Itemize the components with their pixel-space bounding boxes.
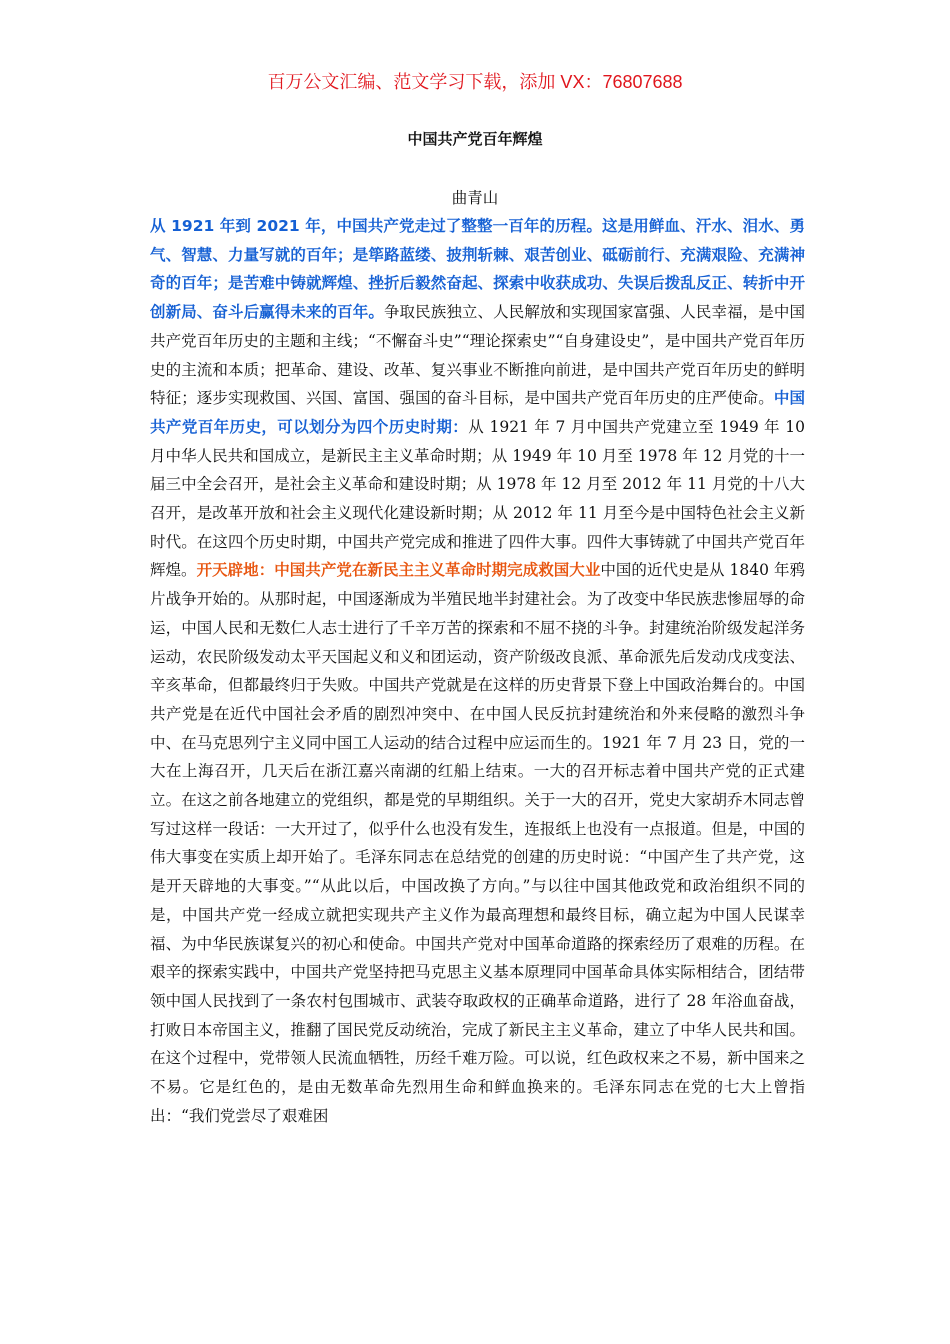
- intro-text: 争取民族独立、人民解放和实现国家富强、人民幸福，是中国共产党百年历史的主题和主线；“不懈奋斗史”“理论探索史”“自身建设史”，是中国共产党百年历史的主流和本质；把革命、建设、改革、复兴事业不断推向前进，是中国共产党百年历史的鲜明特征；逐步实现救国、兴国、富国、强国的奋斗目标，是中国共产党百年历史的庄严使命。: [150, 303, 805, 408]
- header-watermark-text: 百万公文汇编、范文学习下载，添加 VX：76807688: [267, 72, 683, 92]
- document-title: 中国共产党百年辉煌: [407, 130, 543, 148]
- section-heading-highlight: 开天辟地：中国共产党在新民主主义革命时期完成救国大业: [196, 561, 601, 580]
- section-text: 中国的近代史是从 1840 年鸦片战争开始的。从那时起，中国逐渐成为半殖民地半封建社会。为了改变中华民族悲惨屈辱的命运，中国人民和无数仁人志士进行了千辛万苦的探索和不屈不挠的斗争。封建统治阶级发起洋务运动，农民阶级发动太平天国起义和义和团运动，资产阶级改良派、革命派先后发动戊戌变法、辛亥革命，但都最终归于失败。中国共产党就是在这样的历史背景下登上中国政治舞台的。中国共产党是在近代中国社会矛盾的剧烈冲突中、在中国人民反抗封建统治和外来侵略的激烈斗争中、在马克思列宁主义同中国工人运动的结合过程中应运而生的。1921 年 7 月 23 日，党的一大在上海召开，几天后在浙江嘉兴南湖的红船上结束。一大的召开标志着中国共产党的正式建立。在这之前各地建立的党组织，都是党的早期组织。关于一大的召开，党史大家胡乔木同志曾写过这样一段话：一大开过了，似乎什么也没有发生，连报纸上也没有一点报道。但是，中国的伟大事变在实质上却开始了。毛泽东同志在总结党的创建的历史时说：“中国产生了共产党，这是开天辟地的大事变。”“从此以后，中国改换了方向。”与以往中国其他政党和政治组织不同的是，中国共产党一经成立就把实现共产主义作为最高理想和最终目标，确立起为中国人民谋幸福、为中华民族谋复兴的初心和使命。中国共产党对中国革命道路的探索经历了艰难的历程。在艰辛的探索实践中，中国共产党坚持把马克思主义基本原理同中国革命具体实际相结合，团结带领中国人民找到了一条农村包围城市、武装夺取政权的正确革命道路，进行了 28 年浴血奋战，打败日本帝国主义，推翻了国民党反动统治，完成了新民主主义革命，建立了中华人民共和国。在这个过程中，党带领人民流血牺牲，历经千难万险。可以说，红色政权来之不易，新中国来之不易。它是红色的，是由无数革命先烈用生命和鲜血换来的。毛泽东同志在党的七大上曾指出：“我们党尝尽了艰难困: [150, 561, 805, 1125]
- document-body: [150, 212, 805, 1237]
- document-author: 曲青山: [451, 189, 499, 207]
- periods-text: 从 1921 年 7 月中国共产党建立至 1949 年 10 月中华人民共和国成立，是新民主主义革命时期；从 1949 年 10 月至 1978 年 12 月党的十一届三中全会召开，是社会主义革命和建设时期；从 1978 年 12 月至 2012 年 11 月党的十八大召开，是改革开放和社会主义现代化建设新时期；从 2012 年 11 月至今是中国特色社会主义新时代。在这四个历史时期，中国共产党完成和推进了四件大事。四件大事铸就了中国共产党百年辉煌。: [150, 417, 805, 580]
- periods-highlight: 中国共产党百年历史，可以划分为四个历史时期：: [150, 389, 805, 436]
- intro-highlight: 从 1921 年到 2021 年，中国共产党走过了整整一百年的历程。这是用鲜血、汗水、泪水、勇气、智慧、力量写就的百年；是筚路蓝缕、披荆斩棘、艰苦创业、砥砺前行、充满艰险、充满神奇的百年；是苦难中铸就辉煌、挫折后毅然奋起、探索中收获成功、失误后拨乱反正、转折中开创新局、奋斗后赢得未来的百年。: [150, 217, 805, 322]
